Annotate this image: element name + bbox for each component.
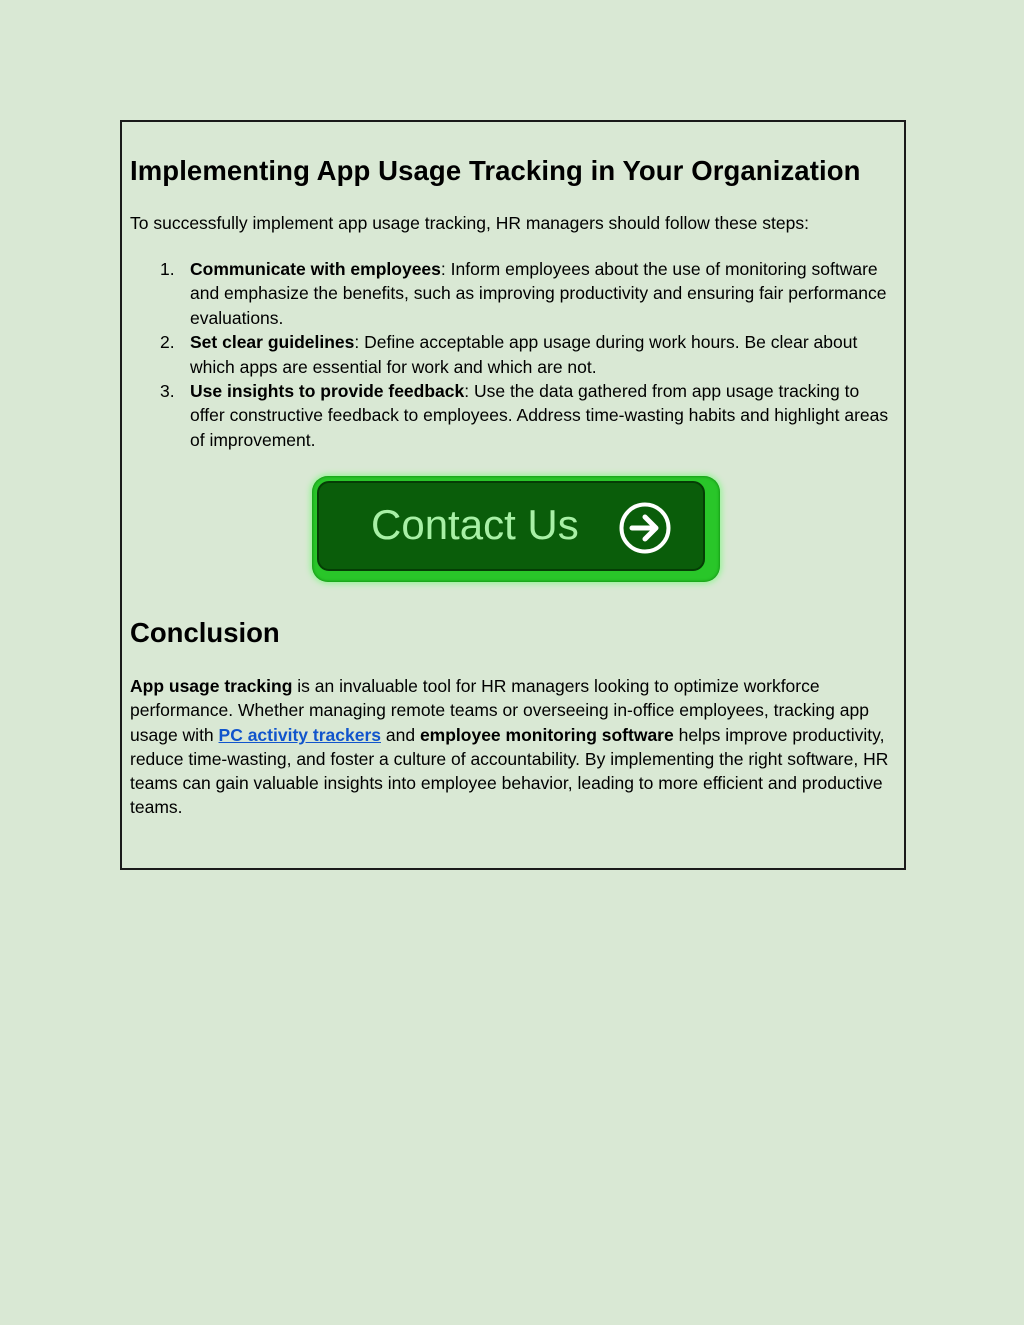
list-number: 2. — [160, 332, 175, 353]
list-item — [130, 330, 896, 379]
step-title: Use insights to provide feedback — [190, 381, 465, 402]
contact-us-button-face[interactable] — [317, 481, 705, 571]
step-title: Set clear guidelines — [190, 332, 355, 353]
conclusion-text-3: helps improve productivity, reduce time-wasting, and foster a culture of accountability. By implementing the right software, HR teams can gain valuable insights into employee behavior, leading to more efficient and productive teams. — [130, 724, 889, 818]
section-intro: To successfully implement app usage tracking, HR managers should follow these steps: — [130, 213, 809, 233]
pc-activity-trackers-link[interactable]: PC activity trackers — [218, 724, 381, 745]
steps-list — [130, 257, 896, 452]
list-item — [130, 379, 896, 452]
contact-us-label: Contact Us — [371, 501, 579, 548]
content-frame — [120, 120, 906, 870]
step-title: Communicate with employees — [190, 259, 441, 279]
section-title: Implementing App Usage Tracking in Your Organization — [130, 155, 861, 186]
conclusion-paragraph — [130, 674, 896, 820]
step-text: : Inform employees about the use of monitoring software and emphasize the benefits, such as improving productivity and ensuring fair performance evaluations. — [190, 259, 887, 328]
list-number: 1. — [160, 259, 175, 279]
conclusion-text-2: and — [381, 724, 420, 745]
step-text: : Define acceptable app usage during work hours. Be clear about which apps are essential for work and which are not. — [190, 332, 858, 377]
arrow-circle-right-icon — [618, 501, 672, 555]
list-number: 3. — [160, 381, 175, 402]
conclusion-bold-lead: App usage tracking — [130, 676, 293, 696]
contact-us-button[interactable] — [312, 476, 720, 582]
conclusion-text-1: is an invaluable tool for HR managers looking to optimize workforce performance. Whether managing remote teams or overseeing in-office employees, tracking app usage with — [130, 676, 869, 745]
conclusion-bold-2: employee monitoring software — [419, 724, 674, 745]
conclusion-title: Conclusion — [130, 617, 280, 648]
step-text: : Use the data gathered from app usage tracking to offer constructive feedback to employees. Address time-wasting habits and highlight areas of improvement. — [190, 381, 889, 450]
list-item — [130, 257, 896, 330]
